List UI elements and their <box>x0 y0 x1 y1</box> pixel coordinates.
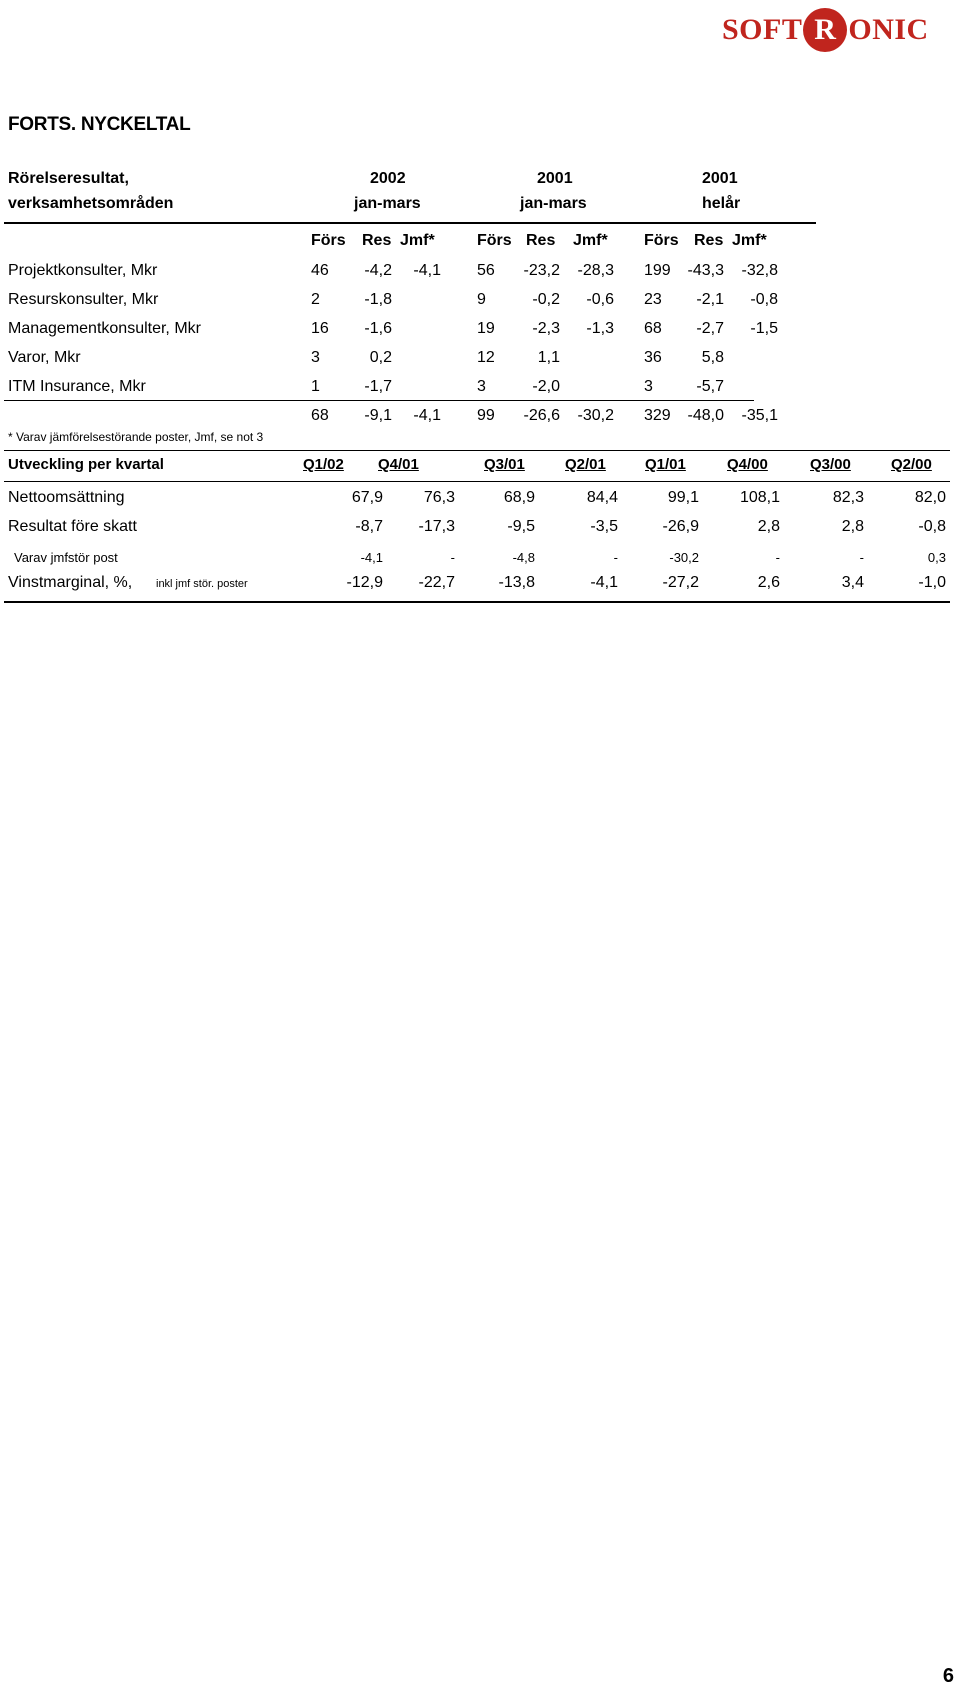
quarter-cell: 3,4 <box>841 574 864 591</box>
subcolumn-header: Jmf* <box>732 232 767 249</box>
segment-row-label: ITM Insurance, Mkr <box>8 378 146 395</box>
segment-cell: -23,2 <box>523 262 560 279</box>
segment-cell: 5,8 <box>701 349 724 366</box>
segment-total-cell: -9,1 <box>364 407 392 424</box>
segment-row-label: Managementkonsulter, Mkr <box>8 320 201 337</box>
period-year-1: 2002 <box>370 170 406 187</box>
segment-label-line2: verksamhetsområden <box>8 195 174 212</box>
quarter-header: Q3/00 <box>810 456 851 473</box>
quarter-table-title: Utveckling per kvartal <box>8 456 164 473</box>
subcolumn-header: Förs <box>644 232 679 249</box>
segment-cell: 19 <box>477 320 495 337</box>
page-number: 6 <box>942 1665 954 1687</box>
segment-cell: -4,1 <box>413 262 441 279</box>
segment-cell: -0,6 <box>586 291 614 308</box>
logo-text-pre: SOFT <box>722 13 803 46</box>
segment-cell: -2,0 <box>532 378 560 395</box>
segment-cell: 1 <box>311 378 320 395</box>
segment-cell: -1,8 <box>364 291 392 308</box>
quarter-top-rule <box>4 450 950 451</box>
subcolumn-header: Förs <box>477 232 512 249</box>
period-year-3: 2001 <box>702 170 738 187</box>
quarter-cell: -4,8 <box>512 550 535 565</box>
segment-total-cell: 99 <box>477 407 495 424</box>
quarter-cell: 2,8 <box>841 518 864 535</box>
segment-cell: -0,2 <box>532 291 560 308</box>
segment-total-cell: -48,0 <box>687 407 724 424</box>
segment-total-cell: -35,1 <box>741 407 778 424</box>
quarter-cell: -8,7 <box>355 518 383 535</box>
quarter-header: Q2/01 <box>565 456 606 473</box>
quarter-cell: 68,9 <box>503 489 535 506</box>
quarter-cell: -30,2 <box>669 550 699 565</box>
quarter-cell: -9,5 <box>507 518 535 535</box>
segment-header-rule <box>4 222 816 224</box>
quarter-cell: 99,1 <box>667 489 699 506</box>
segment-cell: 23 <box>644 291 662 308</box>
segment-label-line1: Rörelseresultat, <box>8 170 129 187</box>
subcolumn-header: Jmf* <box>573 232 608 249</box>
page-title: FORTS. NYCKELTAL <box>8 114 191 135</box>
quarter-row-label-note: inkl jmf stör. poster <box>156 578 248 590</box>
segment-cell: -2,1 <box>696 291 724 308</box>
quarter-cell: 82,3 <box>832 489 864 506</box>
quarter-cell: - <box>859 550 864 565</box>
segment-cell: 0,2 <box>369 349 392 366</box>
segment-cell: -5,7 <box>696 378 724 395</box>
quarter-cell: 0,3 <box>927 550 946 565</box>
quarter-header: Q3/01 <box>484 456 525 473</box>
quarter-row-label: Varav jmfstör post <box>14 550 118 565</box>
segment-row-label: Resurskonsulter, Mkr <box>8 291 159 308</box>
segment-cell: 3 <box>477 378 486 395</box>
segment-cell: -32,8 <box>741 262 778 279</box>
segment-cell: -2,3 <box>532 320 560 337</box>
quarter-cell: -4,1 <box>590 574 618 591</box>
quarter-header: Q4/00 <box>727 456 768 473</box>
softronic-logo <box>722 6 929 54</box>
quarter-row-label: Nettoomsättning <box>8 489 125 506</box>
segment-cell: 3 <box>311 349 320 366</box>
segment-footnote: * Varav jämförelsestörande poster, Jmf, se not 3 <box>8 430 264 444</box>
quarter-cell: 2,6 <box>757 574 780 591</box>
quarter-row-label: Vinstmarginal, %, <box>8 574 133 591</box>
subcolumn-header: Jmf* <box>400 232 435 249</box>
quarter-cell: - <box>775 550 780 565</box>
segment-cell: -1,3 <box>586 320 614 337</box>
quarter-cell: -27,2 <box>662 574 699 591</box>
quarter-cell: -3,5 <box>590 518 618 535</box>
segment-total-cell: 68 <box>311 407 329 424</box>
quarter-cell: 2,8 <box>757 518 780 535</box>
quarter-cell: - <box>613 550 618 565</box>
quarter-header-rule <box>4 481 950 482</box>
segment-cell: 36 <box>644 349 662 366</box>
period-range-2: jan-mars <box>520 195 587 212</box>
quarter-cell: -4,1 <box>360 550 383 565</box>
segment-cell: 68 <box>644 320 662 337</box>
quarter-cell: -1,0 <box>918 574 946 591</box>
subcolumn-header: Res <box>694 232 724 249</box>
quarter-bottom-rule <box>4 601 950 603</box>
quarter-cell: -0,8 <box>918 518 946 535</box>
segment-cell: -1,5 <box>750 320 778 337</box>
logo-ring-letter: R <box>803 8 847 52</box>
quarter-cell: -12,9 <box>346 574 383 591</box>
segment-cell: 199 <box>644 262 671 279</box>
quarter-cell: -22,7 <box>418 574 455 591</box>
quarter-header: Q1/01 <box>645 456 686 473</box>
quarter-cell: -13,8 <box>498 574 535 591</box>
segment-cell: 46 <box>311 262 329 279</box>
segment-cell: 2 <box>311 291 320 308</box>
quarter-cell: -26,9 <box>662 518 699 535</box>
segment-cell: 3 <box>644 378 653 395</box>
quarter-cell: -17,3 <box>418 518 455 535</box>
segment-total-rule <box>4 400 754 401</box>
quarter-cell: - <box>450 550 455 565</box>
subcolumn-header: Res <box>526 232 556 249</box>
period-range-3: helår <box>702 195 741 212</box>
segment-row-label: Varor, Mkr <box>8 349 81 366</box>
segment-total-cell: 329 <box>644 407 671 424</box>
quarter-cell: 82,0 <box>914 489 946 506</box>
segment-cell: -1,7 <box>364 378 392 395</box>
segment-cell: 9 <box>477 291 486 308</box>
segment-total-cell: -30,2 <box>577 407 614 424</box>
segment-cell: -0,8 <box>750 291 778 308</box>
segment-cell: -4,2 <box>364 262 392 279</box>
quarter-header: Q4/01 <box>378 456 419 473</box>
subcolumn-header: Förs <box>311 232 346 249</box>
segment-cell: -28,3 <box>577 262 614 279</box>
quarter-row-label: Resultat före skatt <box>8 518 137 535</box>
period-year-2: 2001 <box>537 170 573 187</box>
quarter-cell: 108,1 <box>739 489 780 506</box>
segment-cell: 56 <box>477 262 495 279</box>
segment-cell: -43,3 <box>687 262 724 279</box>
segment-cell: -2,7 <box>696 320 724 337</box>
logo-text-post: ONIC <box>848 13 929 46</box>
segment-row-label: Projektkonsulter, Mkr <box>8 262 158 279</box>
quarter-header: Q2/00 <box>891 456 932 473</box>
segment-cell: 1,1 <box>537 349 560 366</box>
quarter-header: Q1/02 <box>303 456 344 473</box>
segment-cell: 16 <box>311 320 329 337</box>
segment-total-cell: -26,6 <box>523 407 560 424</box>
period-range-1: jan-mars <box>354 195 421 212</box>
segment-cell: -1,6 <box>364 320 392 337</box>
segment-total-cell: -4,1 <box>413 407 441 424</box>
quarter-cell: 84,4 <box>586 489 618 506</box>
subcolumn-header: Res <box>362 232 392 249</box>
quarter-cell: 76,3 <box>423 489 455 506</box>
segment-cell: 12 <box>477 349 495 366</box>
quarter-cell: 67,9 <box>351 489 383 506</box>
